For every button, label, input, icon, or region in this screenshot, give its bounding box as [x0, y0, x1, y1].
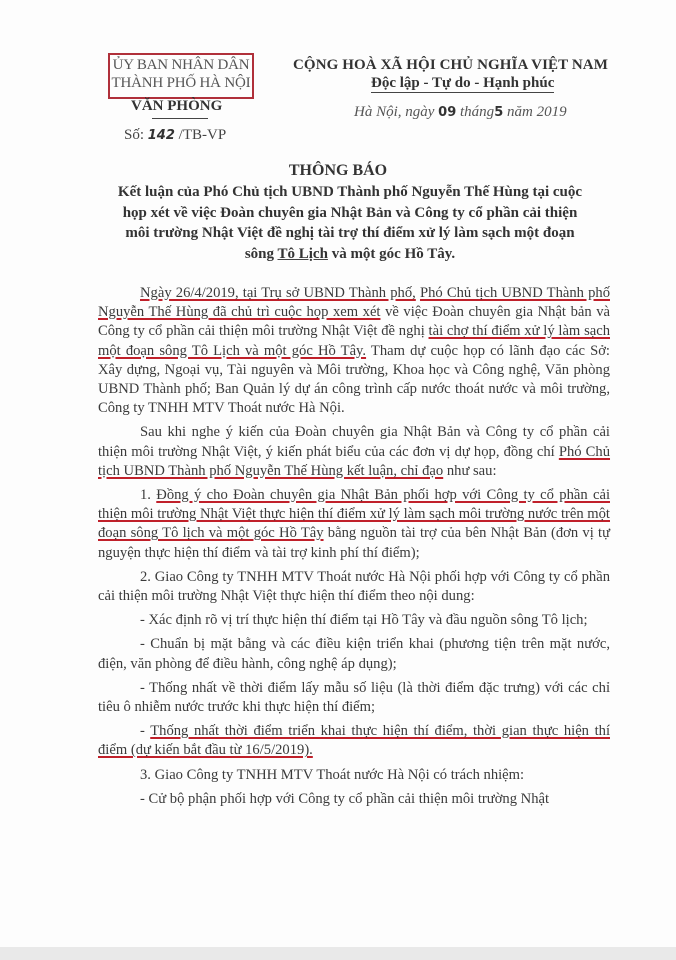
date-prefix: Hà Nội, ngày [354, 104, 435, 120]
notice-subtitle [110, 182, 590, 264]
image-bottom-edge [0, 947, 676, 960]
paragraph-item-2d [98, 722, 610, 760]
notice-heading: THÔNG BÁO [288, 162, 388, 179]
date-day: 09 [438, 105, 457, 120]
doc-number-handwritten: 142 [147, 128, 175, 143]
text: 1. [140, 487, 157, 504]
document-body [98, 284, 610, 814]
highlight: tài chợ thí điểm xử lý làm sạch một đoạn sông Tô Lịch và một góc Hồ Tây. [98, 323, 610, 359]
subtitle-underlined: Tô Lịch [277, 245, 328, 262]
text: - [140, 723, 151, 740]
highlight: Ngày 26/4/2019, tại Trụ sở UBND Thành phố, [140, 285, 416, 301]
date-line [354, 104, 567, 121]
paragraph-item-2b: - Chuẩn bị mặt bằng và các điều kiện triển khai (phương tiện trên mặt nước, điện, văn phòng để điều hành, công nghệ áp dụng); [98, 636, 610, 672]
text: về việc Đoàn chuyên gia Nhật bản và Công ty cổ phần cải thiện môi trường Nhật Việt đề nghị [98, 304, 610, 340]
office-divider [152, 118, 208, 119]
text: Tham dự cuộc họp có lãnh đạo các Sở: Xây dựng, Ngoại vụ, Tài nguyên và Môi trường, Khoa học và Công nghệ, Văn phòng UBND Thành phố; Ban Quản lý dự án công trình cấp nước thoát nước và môi trường, Công ty TNHH MTV Thoát nước Hà Nội. [98, 342, 610, 417]
document-number [124, 127, 226, 144]
office-name: VĂN PHÒNG [131, 98, 223, 114]
agency-line-1: ỦY BAN NHÂN DÂN [112, 57, 250, 73]
date-year: năm 2019 [506, 104, 567, 120]
paragraph-item-2c: - Thống nhất về thời điểm lấy mẫu số liệu (là thời điểm đặc trưng) với các chỉ tiêu ô nhiễm nước trước khi thực hiện thí điểm; [98, 679, 610, 716]
paragraph-item-1 [98, 486, 610, 563]
subtitle-text-end: và một góc Hồ Tây. [327, 245, 456, 262]
national-motto: Độc lập - Tự do - Hạnh phúc [371, 75, 555, 91]
date-month: 5 [494, 105, 504, 120]
national-title: CỘNG HOÀ XÃ HỘI CHỦ NGHĨA VIỆT NAM [293, 57, 608, 73]
highlight: Đồng ý cho Đoàn chuyên gia Nhật Bản phối hợp với Công ty cổ phần cải thiện môi trường Nhật Việt thực hiện thí điểm xử lý làm sạch môi trường nước trên một đoạn sông Tô lịch và một góc Hồ Tây [98, 487, 610, 542]
date-month-label: tháng [460, 104, 495, 120]
agency-line-2: THÀNH PHỐ HÀ NỘI [111, 75, 251, 91]
highlight: Phó Chủ tịch UBND Thành phố Nguyễn Thế Hùng đã chủ trì cuộc họp xem xét [98, 285, 610, 321]
text: bằng nguồn tài trợ của bên Nhật Bản (đơn vị tự nguyện thực hiện thí điểm và tài trợ kinh phí thí điểm); [98, 525, 610, 561]
doc-number-prefix: Số: [124, 127, 145, 143]
paragraph-item-2: 2. Giao Công ty TNHH MTV Thoát nước Hà Nội phối hợp với Công ty cổ phần cải thiện môi trường Nhật Việt thực hiện thí điểm theo nội dung: [98, 568, 610, 605]
paragraph-conclusion [98, 423, 610, 481]
doc-number-suffix: /TB-VP [178, 127, 227, 143]
text: Sau khi nghe ý kiến của Đoàn chuyên gia Nhật Bản và Công ty cổ phần cải thiện môi trường Nhật Việt, ý kiến phát biểu của các đơn vị dự họp, đồng chí [98, 424, 610, 460]
paragraph-meeting [98, 284, 610, 418]
highlight: Phó Chủ tịch UBND Thành phố Nguyễn Thế Hùng kết luận, chỉ đạo [98, 443, 611, 479]
highlight: Thống nhất thời điểm triển khai thực hiện thí điểm, thời gian thực hiện thí điểm (dự kiến bắt đầu từ 16/5/2019). [98, 723, 610, 759]
paragraph-item-2a: - Xác định rõ vị trí thực hiện thí điểm tại Hồ Tây và đầu nguồn sông Tô lịch; [140, 612, 588, 629]
paragraph-item-3: 3. Giao Công ty TNHH MTV Thoát nước Hà Nội có trách nhiệm: [140, 766, 525, 783]
text: như sau: [443, 462, 497, 479]
subtitle-text: Kết luận của Phó Chủ tịch UBND Thành phố Nguyễn Thế Hùng tại cuộc họp xét về việc Đoàn chuyên gia Nhật Bản và Công ty cổ phần cải thiện môi trường Nhật Việt đề nghị tài trợ thí điểm xử lý làm sạch một đoạn sông [117, 184, 583, 262]
paragraph-item-3a: - Cử bộ phận phối hợp với Công ty cổ phần cải thiện môi trường Nhật [140, 790, 550, 807]
agency-name-box [108, 53, 254, 99]
